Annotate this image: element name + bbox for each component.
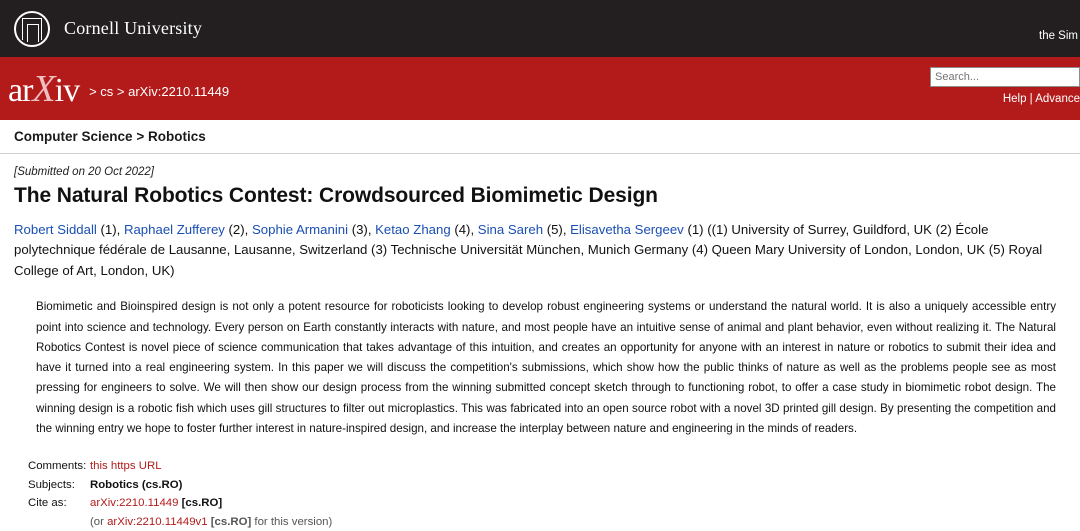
cornell-university-label: Cornell University xyxy=(64,18,203,38)
cite-version-spacer xyxy=(28,513,90,531)
metadata-row-subjects xyxy=(28,476,1066,494)
metadata-row-comments xyxy=(28,457,1066,475)
author-link[interactable]: Raphael Zufferey xyxy=(123,222,225,237)
author-affil-marker: (1) xyxy=(683,222,708,237)
cite-version-tag: [cs.RO] xyxy=(210,515,252,528)
author-affil-marker: (4), xyxy=(450,222,478,237)
metadata-row-citeas xyxy=(28,494,1066,512)
search-input[interactable] xyxy=(930,67,1080,87)
subjects-label: Subjects: xyxy=(28,478,75,491)
arxiv-logo-chi: X xyxy=(32,67,55,110)
arxiv-header xyxy=(0,57,1080,120)
cornell-logo[interactable] xyxy=(0,11,202,47)
subject-primary-link[interactable]: Computer Science xyxy=(14,129,133,144)
arxiv-logo-text-a: ar xyxy=(8,71,33,109)
search-area xyxy=(930,67,1080,105)
advanced-search-link[interactable]: Advance xyxy=(1035,93,1080,105)
paper-metadata xyxy=(28,457,1066,531)
submission-date: [Submitted on 20 Oct 2022] xyxy=(14,166,155,178)
author-affil-marker: (5), xyxy=(543,222,571,237)
author-link[interactable]: Robert Siddall xyxy=(14,222,97,237)
paper-content xyxy=(0,154,1080,531)
metadata-row-citeas-version xyxy=(28,513,1066,531)
subjects-value: Robotics (cs.RO) xyxy=(90,478,183,491)
cite-version-link[interactable]: arXiv:2210.11449v1 xyxy=(107,515,208,528)
comments-url-link[interactable]: this https URL xyxy=(90,460,162,473)
search-helper-links xyxy=(930,93,1080,105)
arxiv-logo-text-iv: iv xyxy=(54,71,80,109)
cite-as-label: Cite as: xyxy=(28,497,67,510)
page-title: The Natural Robotics Contest: Crowdsourced Biomimetic Design xyxy=(14,184,658,207)
author-affil-marker: (3), xyxy=(348,222,376,237)
cite-arxiv-link[interactable]: arXiv:2210.11449 xyxy=(90,497,179,510)
cornell-seal-icon xyxy=(14,11,50,47)
arxiv-breadcrumb[interactable]: > cs > arXiv:2210.11449 xyxy=(89,84,230,99)
author-link[interactable]: Elisavetha Sergeev xyxy=(570,222,684,237)
author-affil-marker: (2), xyxy=(224,222,252,237)
author-link[interactable]: Ketao Zhang xyxy=(375,222,451,237)
author-link[interactable]: Sophie Armanini xyxy=(251,222,349,237)
subject-separator: > xyxy=(136,129,145,144)
cite-version-prefix: (or xyxy=(90,515,108,528)
subject-secondary-link[interactable]: Robotics xyxy=(147,129,206,144)
arxiv-logo[interactable] xyxy=(0,67,80,110)
link-separator: | xyxy=(1029,93,1033,105)
subject-breadcrumb xyxy=(0,120,1080,154)
cite-version-suffix: for this version) xyxy=(251,515,333,528)
author-affil-marker: (1), xyxy=(96,222,124,237)
abstract-text: Biomimetic and Bioinspired design is not only a potent resource for roboticists looking to develop robust engineering systems or understand the natural world. It is also a uniquely accessible entry point into science and technology. Every person on Earth constantly interacts with nature, and most people have an intuitive sense of animal and plant behavior, even without realizing it. The Natural Robotics Contest is novel piece of science communication that takes advantage of this intuition, and creates an opportunity for anyone with an interest in nature or robotics to submit their idea and have it turned into a real engineering system. In this paper we will discuss the competition's submissions, which show how the public thinks of nature as well as the problems people see as most pressing for engineers to solve. We will then show our design process from the winning submitted concept sketch through to functioning robot, to offer a case study in biomimetic robot design. The winning design is a robotic fish which uses gill structures to filter out microplastics. This was fabricated into an open source robot with a novel 3D printed gill design. By presenting the competition and the winning entry we hope to foster further interest in nature-inspired design, and increase the interplay between nature and engineering in the minds of readers. xyxy=(36,300,1056,436)
cite-category-tag: [cs.RO] xyxy=(181,497,223,510)
comments-label: Comments: xyxy=(28,460,87,473)
author-affiliations: ((1) University of Surrey, Guildford, UK (2) École polytechnique fédérale de Lausanne, Lausanne, Switzerland (3) Technische Universität München, Munich Germany (4) Queen Mary University of London, London, UK (5) Royal College of Art, London, UK) xyxy=(14,222,1043,278)
cornell-header-right-text: the Sim xyxy=(1039,30,1078,42)
help-link[interactable]: Help xyxy=(1002,93,1027,105)
cornell-header xyxy=(0,0,1080,57)
author-link[interactable]: Sina Sareh xyxy=(477,222,544,237)
author-list xyxy=(14,220,1066,281)
